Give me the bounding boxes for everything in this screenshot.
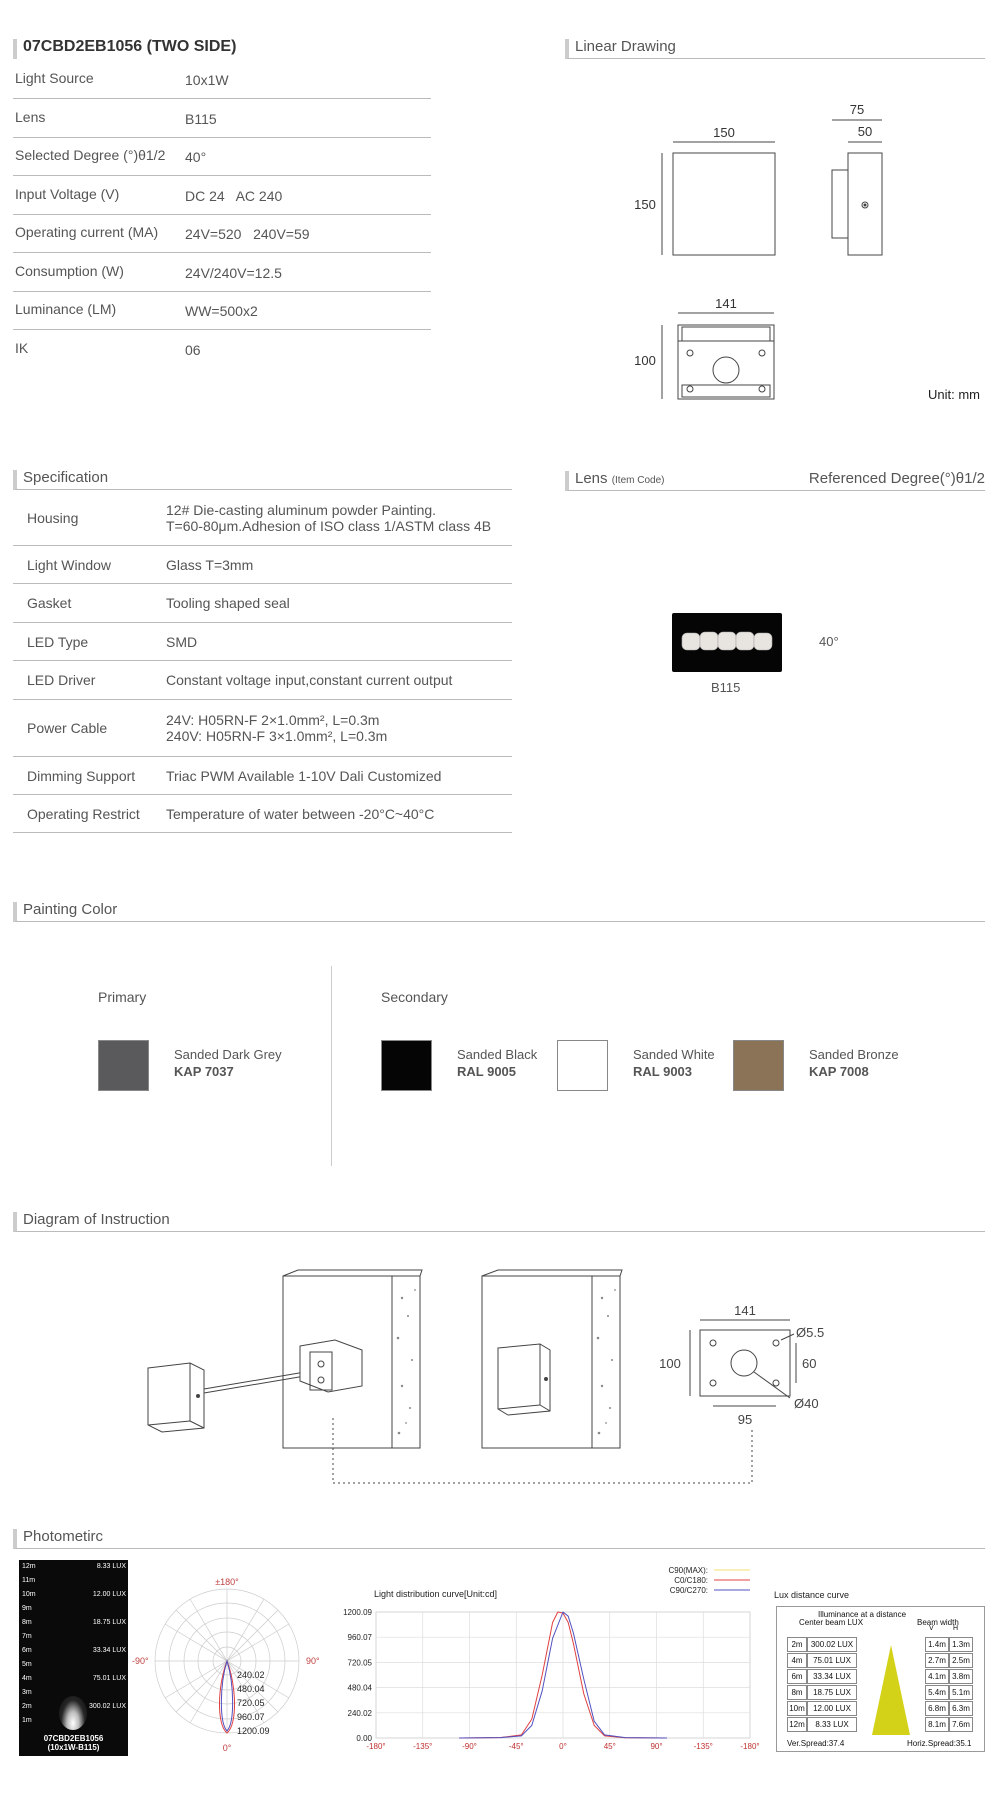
photometric-title: Photometirc	[23, 1528, 104, 1545]
beam-lux: 18.75 LUX	[92, 1619, 126, 1626]
beam-glow	[59, 1696, 87, 1730]
spec-key: LED Type	[27, 633, 89, 650]
color-name: Sanded Dark Grey	[174, 1047, 282, 1062]
spec-value-line: 12# Die-casting aluminum powder Painting.	[166, 501, 437, 518]
property-key: Light Source	[15, 70, 94, 86]
property-value: 24V=520 240V=59	[185, 226, 310, 242]
spec-value	[166, 806, 434, 822]
x-tick-label: 45°	[603, 1742, 616, 1751]
spec-row	[13, 795, 512, 833]
lux-row	[787, 1637, 977, 1652]
color-code: RAL 9005	[457, 1064, 517, 1079]
beam-lux: 8.33 LUX	[96, 1563, 126, 1570]
property-value: 40°	[185, 149, 207, 165]
lux-cell: 2.5m	[949, 1653, 973, 1668]
lux-col1: Center beam LUX	[799, 1618, 864, 1627]
spec-value	[166, 712, 387, 744]
beam-lux: 12.00 LUX	[92, 1591, 126, 1598]
spec-key: Power Cable	[27, 720, 108, 736]
instruction-title: Diagram of Instruction	[23, 1211, 170, 1228]
linear-drawing	[620, 95, 1000, 415]
spec-value	[166, 672, 452, 688]
lux-cell: 4m	[787, 1653, 807, 1668]
color-swatch	[557, 1040, 608, 1091]
beam-image	[19, 1560, 128, 1756]
spec-value-line: T=60-80μm.Adhesion of ISO class 1/ASTM class 4B	[166, 517, 492, 534]
color-name: Sanded White	[633, 1047, 715, 1062]
property-key: IK	[15, 340, 29, 356]
polar-left-label: -90°	[132, 1656, 149, 1666]
spec-value-line: Constant voltage input,constant current output	[166, 672, 453, 688]
linear-drawing-title: Linear Drawing	[575, 38, 676, 55]
beam-distance: 3m	[22, 1689, 32, 1696]
property-value: WW=500x2	[185, 303, 258, 319]
y-tick-label: 240.02	[347, 1708, 372, 1718]
polar-ring-5: 1200.09	[237, 1726, 270, 1736]
color-name: Sanded Black	[457, 1047, 538, 1062]
polar-bottom-label: 0°	[222, 1743, 232, 1753]
polar-top-label: ±180°	[215, 1577, 239, 1587]
color-label	[633, 1046, 715, 1080]
lens-degree: 40°	[819, 634, 839, 649]
color-label	[809, 1046, 899, 1080]
color-swatch	[733, 1040, 784, 1091]
property-row	[13, 138, 431, 176]
spec-row	[13, 546, 512, 584]
hole-small-label: Ø5.5	[796, 1325, 825, 1340]
lux-cell: 2.7m	[925, 1653, 949, 1668]
bottom-width-label: 141	[715, 296, 737, 311]
color-swatch	[381, 1040, 432, 1091]
beam-distance: 2m	[22, 1703, 32, 1710]
lux-table	[776, 1606, 985, 1752]
beam-distance: 8m	[22, 1619, 32, 1626]
y-tick-label: 960.07	[347, 1633, 372, 1643]
color-name: Sanded Bronze	[809, 1047, 899, 1062]
lens-ref-title: Referenced Degree(°)θ1/2	[808, 470, 985, 487]
color-code: KAP 7008	[809, 1064, 869, 1079]
lux-cell: 8.1m	[925, 1717, 949, 1732]
x-tick-label: -45°	[508, 1742, 524, 1751]
x-tick-label: -180°	[366, 1742, 386, 1751]
lux-cell: 12.00 LUX	[807, 1701, 857, 1716]
color-divider	[331, 966, 332, 1166]
property-value: 10x1W	[185, 72, 229, 88]
beam-distance: 5m	[22, 1661, 32, 1668]
polar-ring-2: 480.04	[237, 1684, 265, 1694]
lux-cell: 6.8m	[925, 1701, 949, 1716]
x-tick-label: 0°	[559, 1742, 567, 1751]
lux-cell: 75.01 LUX	[807, 1653, 857, 1668]
lens-code: B115	[711, 680, 741, 695]
primary-label: Primary	[98, 989, 147, 1005]
lux-cell: 33.34 LUX	[807, 1669, 857, 1684]
beam-distance: 10m	[22, 1591, 36, 1598]
beam-distance: 9m	[22, 1605, 32, 1612]
property-key: Operating current (MA)	[15, 224, 159, 240]
lux-title: Lux distance curve	[774, 1590, 850, 1600]
y-tick-label: 0.00	[356, 1734, 372, 1743]
property-row	[13, 254, 431, 292]
property-key: Luminance (LM)	[15, 301, 117, 317]
beam-distance: 12m	[22, 1563, 36, 1570]
light-distribution-chart	[330, 1560, 760, 1760]
front-view	[673, 153, 775, 255]
spec-value-line: Tooling shaped seal	[166, 595, 290, 611]
spec-value-line: SMD	[166, 633, 198, 650]
lux-cell: 1.3m	[949, 1637, 973, 1652]
polar-ring-4: 960.07	[237, 1712, 265, 1722]
beam-distance: 6m	[22, 1647, 32, 1654]
property-value: DC 24 AC 240	[185, 188, 283, 204]
lux-cell: 300.02 LUX	[807, 1637, 857, 1652]
hole-large-label: Ø40	[794, 1396, 819, 1411]
hole-spacing-v-label: 60	[802, 1356, 817, 1371]
x-tick-label: -90°	[462, 1742, 477, 1751]
beam-distance: 1m	[22, 1717, 32, 1724]
property-row	[13, 215, 431, 253]
front-width-label: 150	[713, 125, 735, 140]
side-body-label: 50	[857, 124, 873, 139]
y-tick-label: 1200.09	[343, 1608, 372, 1617]
beam-caption-1: 07CBD2EB1056	[43, 1734, 104, 1743]
property-row	[13, 61, 431, 99]
spec-row	[13, 700, 512, 757]
spec-value	[166, 557, 253, 573]
secondary-label: Secondary	[381, 989, 448, 1005]
spec-key: Dimming Support	[27, 767, 136, 784]
lens-item-code: (Item Code)	[611, 475, 665, 486]
hole-spacing-h-label: 95	[737, 1412, 753, 1427]
plate-width-label: 141	[734, 1303, 756, 1318]
color-label	[457, 1046, 537, 1080]
lux-cell: 6.3m	[949, 1701, 973, 1716]
spec-value-line: 24V: H05RN-F 2×1.0mm², L=0.3m	[166, 712, 380, 728]
lux-row	[787, 1685, 977, 1700]
lux-hor-spread: Horiz.Spread:35.1	[907, 1739, 972, 1748]
property-key: Lens	[15, 109, 46, 125]
front-height-label: 150	[634, 197, 656, 212]
specification-title: Specification	[23, 469, 109, 486]
linear-drawing-header	[565, 39, 985, 59]
property-key: Input Voltage (V)	[15, 186, 120, 202]
beam-lux: 33.34 LUX	[92, 1647, 126, 1654]
lux-cell: 4.1m	[925, 1669, 949, 1684]
x-tick-label: 90°	[650, 1742, 663, 1751]
beam-lux: 300.02 LUX	[89, 1703, 126, 1710]
spec-value	[166, 595, 290, 611]
property-row	[13, 177, 431, 215]
bottom-height-label: 100	[634, 353, 656, 368]
color-code: RAL 9003	[633, 1064, 693, 1079]
unit-label: Unit: mm	[928, 387, 980, 402]
lux-col2: Beam width	[917, 1618, 959, 1627]
spec-key: Operating Restrict	[27, 805, 140, 822]
lux-cell: 5.4m	[925, 1685, 949, 1700]
x-tick-label: -135°	[413, 1742, 433, 1751]
spec-key: Housing	[27, 509, 79, 526]
property-value: 06	[185, 342, 201, 358]
specification-header	[13, 470, 512, 490]
lux-cell: 18.75 LUX	[807, 1685, 857, 1700]
x-tick-label: -135°	[693, 1742, 713, 1751]
lux-cell: 2m	[787, 1637, 807, 1652]
lux-cell: 5.1m	[949, 1685, 973, 1700]
lux-cell: 3.8m	[949, 1669, 973, 1684]
property-value: B115	[185, 111, 217, 127]
spec-value-line: 240V: H05RN-F 3×1.0mm², L=0.3m	[166, 728, 388, 744]
spec-row	[13, 623, 512, 661]
instruction-diagram	[140, 1268, 880, 1498]
lux-row	[787, 1701, 977, 1716]
lux-cell: 8.33 LUX	[807, 1717, 857, 1732]
spec-key: Light Window	[27, 556, 112, 573]
painting-color-header	[13, 902, 985, 922]
spec-value	[166, 502, 491, 534]
spec-row	[13, 661, 512, 700]
chart-title: Light distribution curve[Unit:cd]	[374, 1589, 498, 1599]
y-tick-label: 720.05	[347, 1658, 372, 1668]
spec-row	[13, 584, 512, 623]
lux-cell: 6m	[787, 1669, 807, 1684]
lux-cell: 10m	[787, 1701, 807, 1716]
beam-distance: 11m	[22, 1577, 36, 1584]
polar-right-label: 90°	[306, 1656, 320, 1666]
polar-ring-3: 720.05	[237, 1698, 265, 1708]
painting-color-title: Painting Color	[23, 901, 118, 918]
product-title	[13, 39, 431, 59]
spec-row	[13, 490, 512, 546]
x-tick-label: -180°	[740, 1742, 760, 1751]
lux-cell: 1.4m	[925, 1637, 949, 1652]
lux-row	[787, 1717, 977, 1732]
color-code: KAP 7037	[174, 1064, 234, 1079]
beam-caption-2: (10x1W-B115)	[47, 1743, 100, 1752]
legend-label: C0/C180:	[674, 1576, 708, 1585]
property-row	[13, 331, 431, 361]
plate-height-label: 100	[659, 1356, 681, 1371]
lux-cell: 8m	[787, 1685, 807, 1700]
photometric-header	[13, 1529, 985, 1549]
spec-key: LED Driver	[27, 672, 96, 688]
beam-distance: 4m	[22, 1675, 32, 1682]
property-row	[13, 292, 431, 330]
spec-key: Gasket	[27, 595, 72, 611]
lux-col-h: H	[953, 1625, 959, 1632]
lux-cell: 12m	[787, 1717, 807, 1732]
spec-value	[166, 634, 197, 650]
beam-distance: 7m	[22, 1633, 32, 1640]
legend-label: C90/C270:	[669, 1586, 708, 1595]
spec-value-line: Glass T=3mm	[166, 556, 254, 573]
spec-value	[166, 768, 441, 784]
property-row	[13, 100, 431, 138]
spec-value-line: Triac PWM Available 1-10V Dali Customized	[166, 767, 442, 784]
beam-lux: 75.01 LUX	[92, 1675, 126, 1682]
y-tick-label: 480.04	[347, 1683, 372, 1693]
property-key: Selected Degree (°)θ1/2	[15, 147, 166, 163]
spec-row	[13, 757, 512, 795]
legend-label: C90(MAX):	[668, 1566, 708, 1575]
lens-image	[672, 613, 782, 672]
lux-table-title: Illuminance at a distance	[817, 1610, 907, 1619]
spec-value-line: Temperature of water between -20°C~40°C	[166, 805, 435, 822]
instruction-header	[13, 1212, 985, 1232]
lux-col-v: V	[929, 1625, 934, 1632]
property-value: 24V/240V=12.5	[185, 265, 282, 281]
lens-header	[565, 471, 985, 491]
lux-cell: 7.6m	[949, 1717, 973, 1732]
property-key: Consumption (W)	[15, 263, 124, 279]
polar-ring-1: 240.02	[237, 1670, 265, 1680]
lens-title: Lens	[575, 470, 608, 487]
polar-chart	[130, 1574, 330, 1754]
lux-row	[787, 1653, 977, 1668]
color-swatch	[98, 1040, 149, 1091]
lux-ver-spread: Ver.Spread:37.4	[787, 1739, 845, 1748]
lux-row	[787, 1669, 977, 1684]
side-total-label: 75	[849, 102, 865, 117]
product-title-text: 07CBD2EB1056 (TWO SIDE)	[23, 38, 237, 55]
color-label	[174, 1046, 282, 1080]
